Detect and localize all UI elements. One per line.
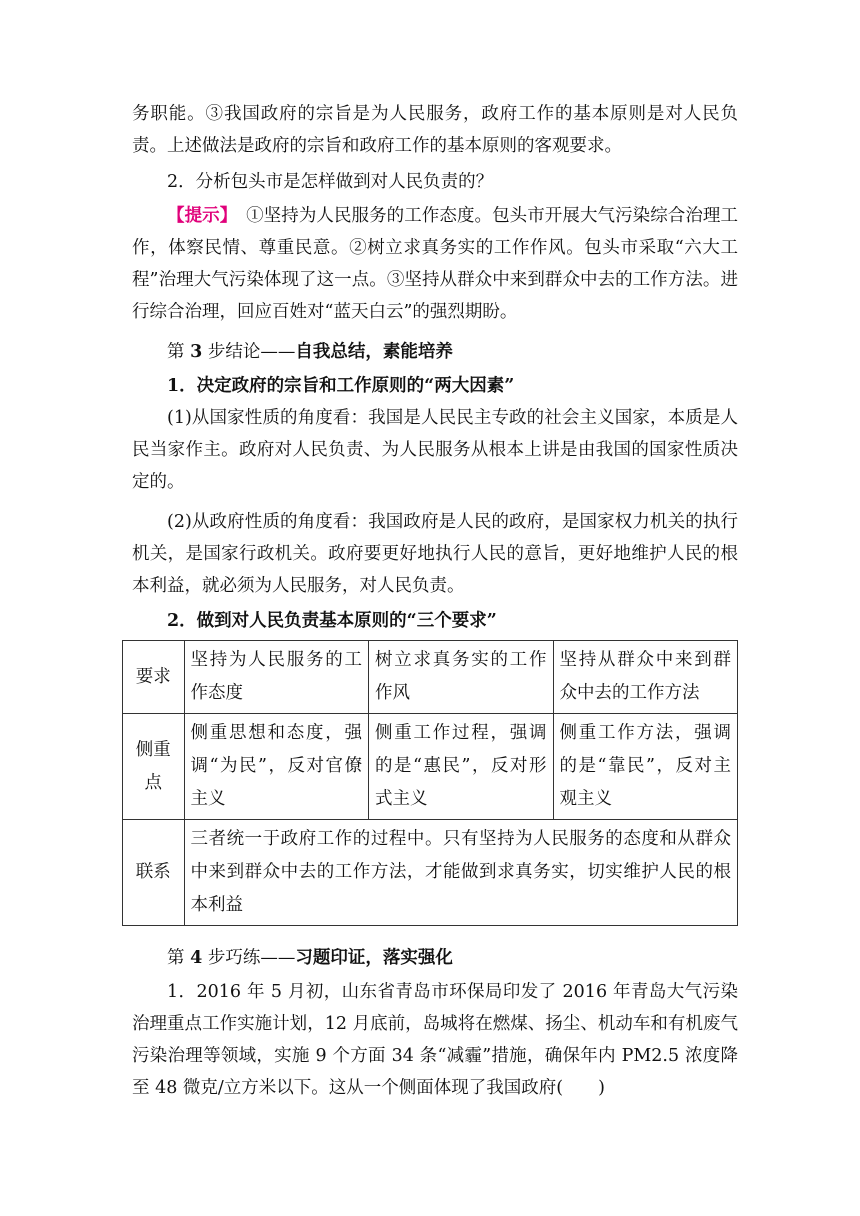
table-cell: 三者统一于政府工作的过程中。只有坚持为人民服务的态度和从群众中来到群众中去的工作方法，才能做到求真务实，切实维护人民的根本利益: [184, 820, 738, 926]
step3-title: 自我总结，素能培养: [295, 342, 453, 362]
question-2: 2．分析包头市是怎样做到对人民负责的？: [167, 172, 494, 192]
step4-prefix: 第: [167, 948, 191, 968]
s4-question-1: 1．2016 年 5 月初，山东省青岛市环保局印发了 2016 年青岛大气污染治理重点工作实施计划，12 月底前，岛城将在燃煤、扬尘、机动车和有机废气污染治理等领域，实施 9 个方面 34 条“减霾”措施，确保年内 PM2.5 浓度降至 48 微克/立方米以下。这从一个侧面体现了我国政府( ): [132, 982, 738, 1098]
table-cell: 坚持从群众中来到群众中去的工作方法: [553, 641, 738, 714]
hint-label: 【提示】: [167, 206, 229, 226]
step4-number: 4: [190, 948, 203, 968]
step3-number: 3: [190, 342, 203, 362]
s3-paragraph-2: (2)从政府性质的角度看：我国政府是人民的政府，是国家权力机关的执行机关，是国家行政机关。政府要更好地执行人民的意旨，更好地维护人民的根本利益，就必须为人民服务，对人民负责。: [132, 512, 738, 596]
table-row: [123, 820, 738, 926]
step4-mid: 步巧练——: [202, 948, 296, 968]
step3-mid: 步结论——: [202, 342, 296, 362]
table-cell: 侧重 点: [123, 714, 185, 820]
table-cell: 联系: [123, 820, 185, 926]
hint-text: ①坚持为人民服务的工作态度。包头市开展大气污染综合治理工作，体察民情、尊重民意。②树立求真务实的工作作风。包头市采取“六大工程”治理大气污染体现了这一点。③坚持从群众中来到群众中去的工作方法。进行综合治理，回应百姓对“蓝天白云”的强烈期盼。: [132, 206, 739, 322]
s3-heading-2: 2．做到对人民负责基本原则的“三个要求”: [167, 611, 497, 631]
table-row: [123, 714, 738, 820]
step4-title: 习题印证，落实强化: [295, 948, 453, 968]
s3-heading-1: 1．决定政府的宗旨和工作原则的“两大因素”: [167, 376, 515, 396]
paragraph-continued: 务职能。③我国政府的宗旨是为人民服务，政府工作的基本原则是对人民负责。上述做法是政府的宗旨和政府工作的基本原则的客观要求。: [132, 104, 738, 156]
table-cell: 侧重工作方法，强调的是“靠民”，反对主观主义: [553, 714, 738, 820]
requirements-table: [122, 640, 738, 926]
table-cell: 树立求真务实的工作作风: [369, 641, 554, 714]
table-cell: 侧重工作过程，强调的是“惠民”，反对形式主义: [369, 714, 554, 820]
step4-heading: [132, 942, 738, 974]
step3-heading: [132, 336, 738, 368]
hint-paragraph: [132, 200, 738, 328]
table-cell: 侧重思想和态度，强调“为民”，反对官僚主义: [184, 714, 369, 820]
step3-prefix: 第: [167, 342, 191, 362]
table-cell: 要求: [123, 641, 185, 714]
table-row: [123, 641, 738, 714]
table-cell: 坚持为人民服务的工作态度: [184, 641, 369, 714]
s3-paragraph-1: (1)从国家性质的角度看：我国是人民民主专政的社会主义国家，本质是人民当家作主。政府对人民负责、为人民服务从根本上讲是由我国的国家性质决定的。: [132, 408, 738, 492]
